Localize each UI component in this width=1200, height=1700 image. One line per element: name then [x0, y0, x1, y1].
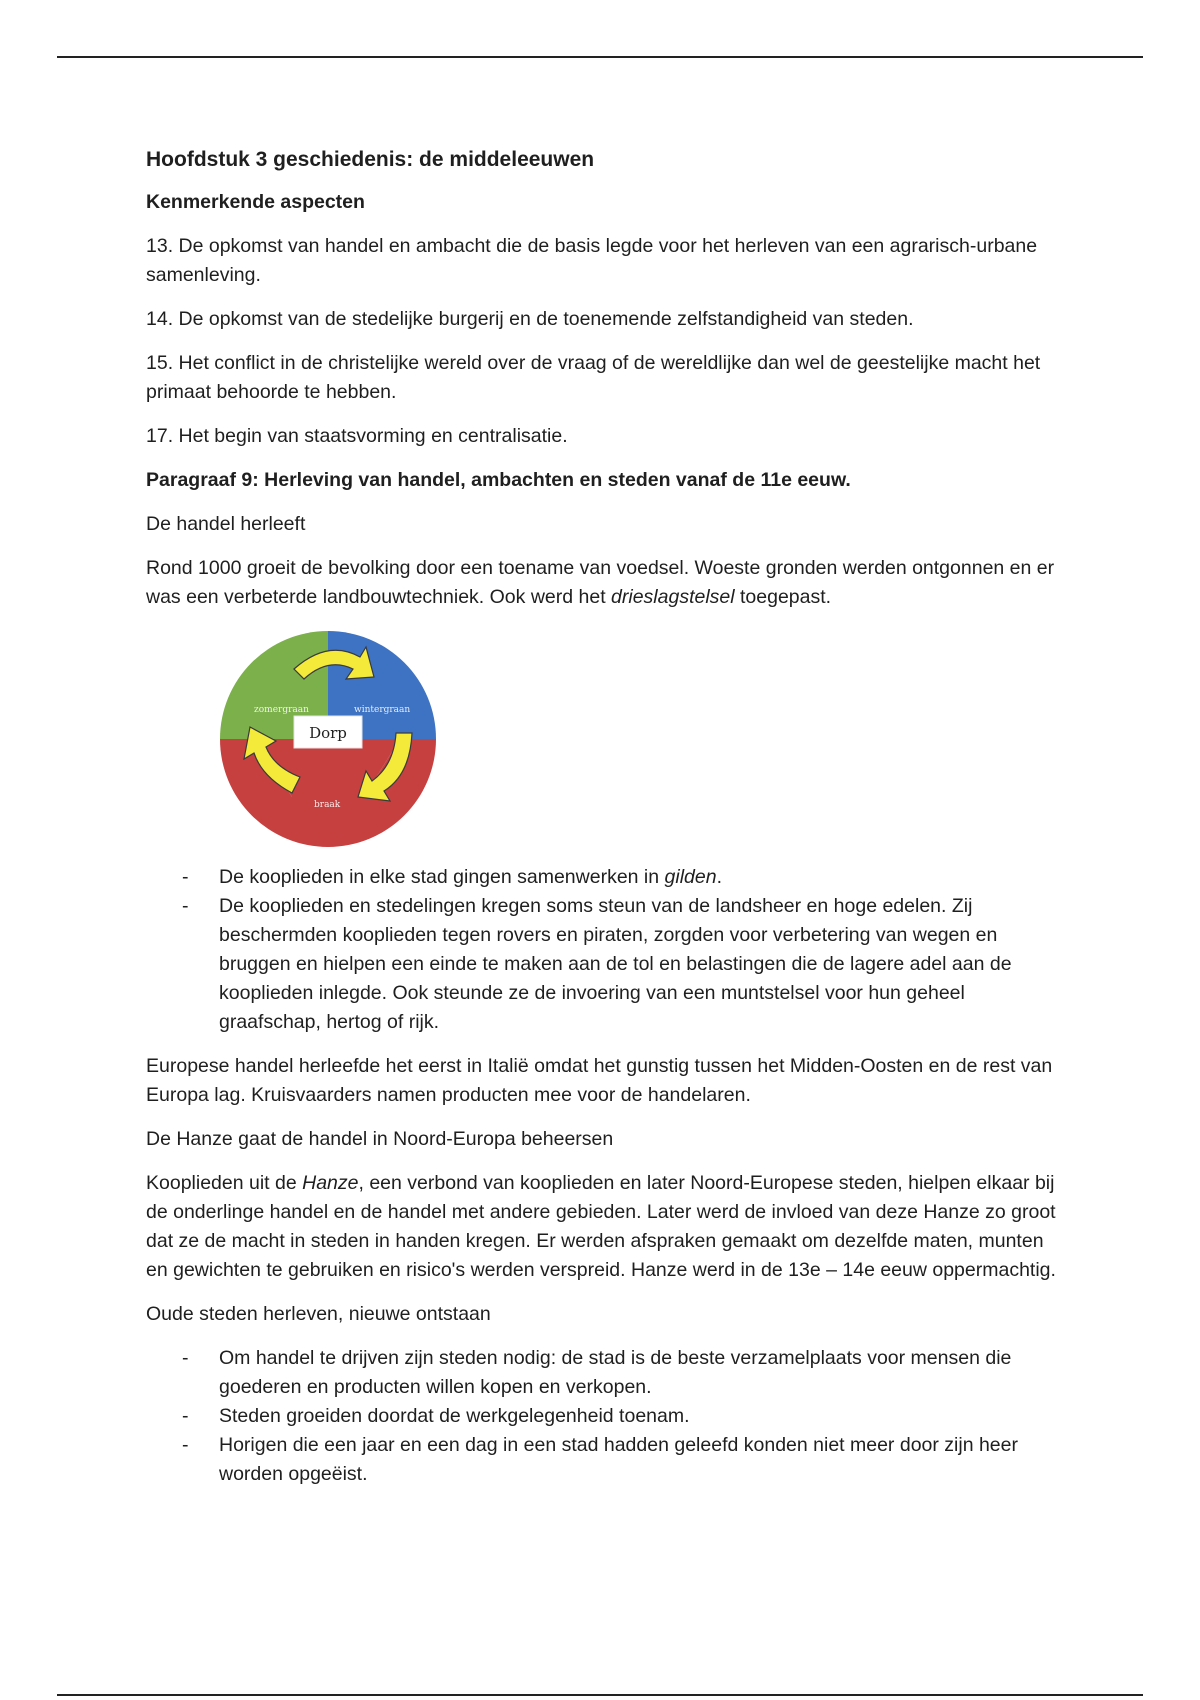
section-heading: Paragraaf 9: Herleving van handel, ambachten en steden vanaf de 11e eeuw.	[146, 469, 851, 491]
list-item	[219, 863, 1066, 892]
list-item: - Horigen die een jaar en een dag in een stad hadden geleefd konden niet meer door zijn heer worden opgeëist.	[219, 1431, 1066, 1489]
three-field-diagram-svg	[196, 627, 436, 855]
header-rule	[57, 56, 1143, 58]
aspect-14: 14. De opkomst van de stedelijke burgerij en de toenemende zelfstandigheid van steden.	[146, 308, 914, 330]
subheading-hanze: De Hanze gaat de handel in Noord-Europa beheersen	[146, 1128, 614, 1150]
paragraph-hanze-end: , een verbond van kooplieden en later Noord-Europese steden, hielpen elkaar bij de onderlinge handel en de handel met andere gebieden. Later werd de invloed van deze Hanze zo groot dat ze de macht in steden in handen kregen. Er werden afspraken gemaakt om dezelfde maten, munten en gewichten te gebruiken en risico's werden verspreid. Hanze werd in de 13e – 14e eeuw oppermachtig.	[146, 1172, 1056, 1281]
label-zomergraan: zomergraan	[254, 705, 309, 715]
aspects-heading: Kenmerkende aspecten	[146, 191, 365, 213]
label-wintergraan: wintergraan	[354, 705, 411, 715]
paragraph-bevolking-end: toegepast.	[734, 586, 832, 608]
footer-rule	[57, 1694, 1143, 1696]
label-braak: braak	[314, 800, 341, 810]
subheading-handel: De handel herleeft	[146, 513, 306, 535]
list-item-text: De kooplieden in elke stad gingen samenwerken in	[219, 866, 665, 888]
subheading-steden: Oude steden herleven, nieuwe ontstaan	[146, 1303, 491, 1325]
term-hanze: Hanze	[302, 1172, 359, 1194]
aspect-17: 17. Het begin van staatsvorming en centralisatie.	[146, 425, 568, 447]
label-dorp: Dorp	[309, 724, 347, 742]
list-steden	[146, 1344, 1066, 1489]
aspect-15: 15. Het conflict in de christelijke wereld over de vraag of de wereldlijke dan wel de geestelijke macht het primaat behoorde te hebben.	[146, 352, 1041, 403]
list-steden-samenwerking	[146, 863, 1066, 1037]
page-title: Hoofdstuk 3 geschiedenis: de middeleeuwen	[146, 148, 595, 171]
list-item-end: .	[716, 866, 722, 888]
term-drieslagstelsel: drieslagstelsel	[611, 586, 735, 608]
list-item: - De kooplieden en stedelingen kregen soms steun van de landsheer en hoge edelen. Zij beschermden kooplieden tegen rovers en piraten, zorgden voor verbetering van wegen en bruggen en hielpen een einde te maken aan de tol en belastingen die de lagere adel aan de kooplieden inlegde. Ook steunde ze de invoering van een muntstelsel voor hun geheel graafschap, hertog of rijk.	[219, 892, 1066, 1037]
paragraph-italie: Europese handel herleefde het eerst in Italië omdat het gunstig tussen het Midden-Oosten en de rest van Europa lag. Kruisvaarders namen producten mee voor de handelaren.	[146, 1055, 1053, 1106]
paragraph-hanze	[146, 1169, 1066, 1285]
document-body	[146, 145, 1066, 1504]
paragraph-hanze-text: Kooplieden uit de	[146, 1172, 303, 1194]
list-item: - Steden groeiden doordat de werkgelegenheid toenam.	[219, 1402, 1066, 1431]
paragraph-bevolking-text: Rond 1000 groeit de bevolking door een toename van voedsel. Woeste gronden werden ontgonnen en er was een verbeterde landbouwtechniek. Ook werd het	[146, 557, 1055, 608]
three-field-diagram	[146, 627, 1066, 855]
term-gilden: gilden	[664, 866, 717, 888]
list-item: - Om handel te drijven zijn steden nodig: de stad is de beste verzamelplaats voor mensen die goederen en producten willen kopen en verkopen.	[219, 1344, 1066, 1402]
paragraph-bevolking	[146, 554, 1066, 612]
aspect-13: 13. De opkomst van handel en ambacht die de basis legde voor het herleven van een agrarisch-urbane samenleving.	[146, 235, 1038, 286]
